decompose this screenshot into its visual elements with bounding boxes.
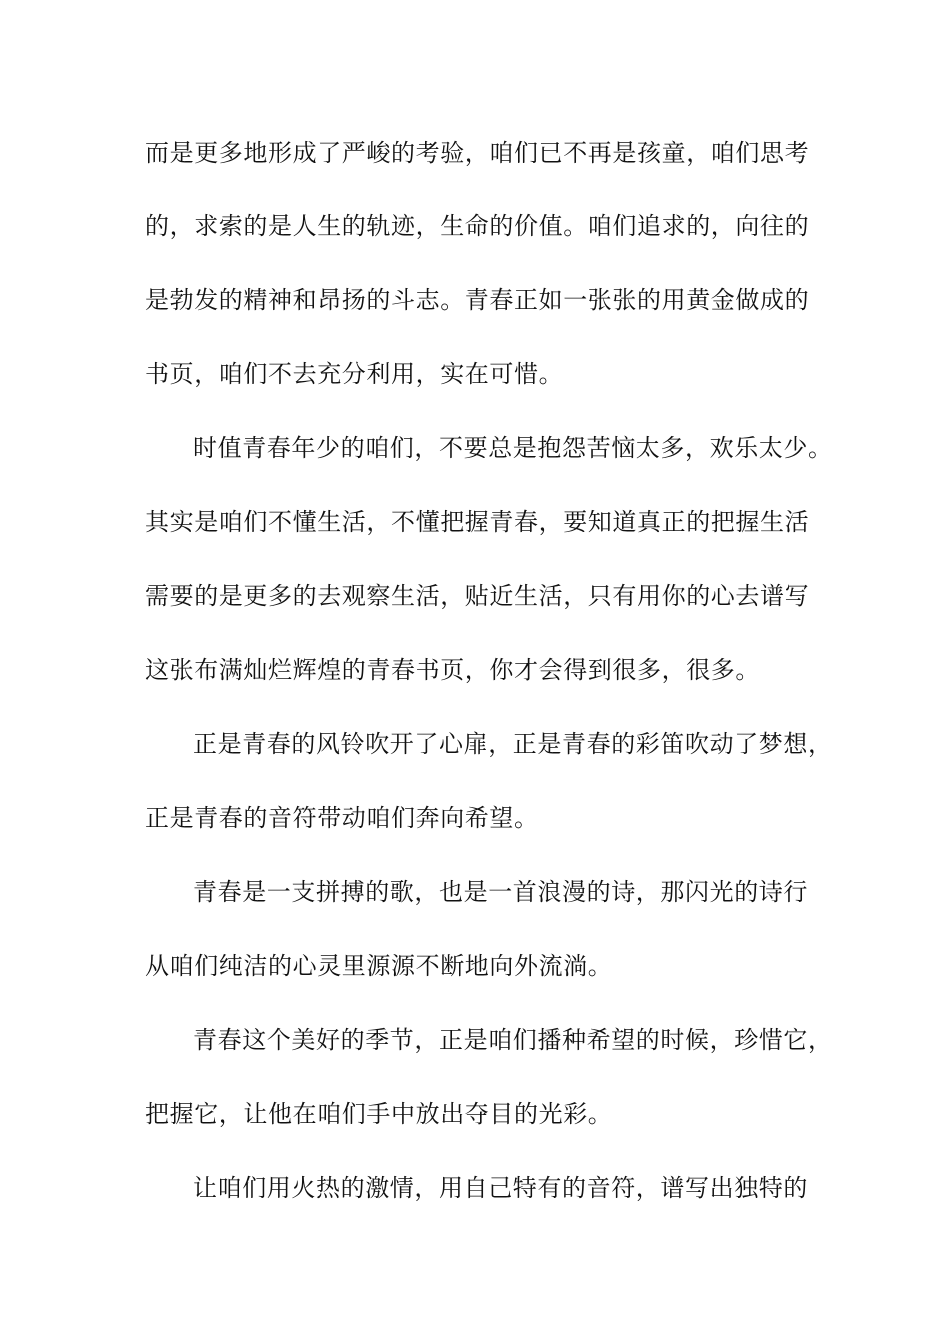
- paragraph-line: 青春这个美好的季节，正是咱们播种希望的时候，珍惜它，: [193, 1026, 833, 1054]
- paragraph-line: 正是青春的风铃吹开了心扉，正是青春的彩笛吹动了梦想，: [193, 730, 833, 758]
- paragraph-line: 的，求索的是人生的轨迹，生命的价值。咱们追求的，向往的: [145, 212, 810, 240]
- paragraph-line: 青春是一支拼搏的歌，也是一首浪漫的诗，那闪光的诗行: [193, 878, 808, 906]
- paragraph-line: 而是更多地形成了严峻的考验，咱们已不再是孩童，咱们思考: [145, 139, 810, 167]
- paragraph-line: 书页，咱们不去充分利用，实在可惜。: [145, 360, 564, 388]
- paragraph-line: 让咱们用火热的激情，用自己特有的音符，谱写出独特的: [193, 1174, 808, 1202]
- paragraph-line: 其实是咱们不懂生活，不懂把握青春，要知道真正的把握生活: [145, 508, 810, 536]
- paragraph-line: 需要的是更多的去观察生活，贴近生活，只有用你的心去谱写: [145, 582, 810, 610]
- paragraph-line: 从咱们纯洁的心灵里源源不断地向外流淌。: [145, 952, 613, 980]
- paragraph-line: 把握它，让他在咱们手中放出夺目的光彩。: [145, 1100, 613, 1128]
- paragraph-line: 是勃发的精神和昂扬的斗志。青春正如一张张的用黄金做成的: [145, 286, 810, 314]
- paragraph-line: 时值青春年少的咱们，不要总是抱怨苦恼太多，欢乐太少。: [193, 434, 833, 462]
- paragraph-line: 正是青春的音符带动咱们奔向希望。: [145, 804, 539, 832]
- paragraph-line: 这张布满灿烂辉煌的青春书页，你才会得到很多，很多。: [145, 656, 760, 684]
